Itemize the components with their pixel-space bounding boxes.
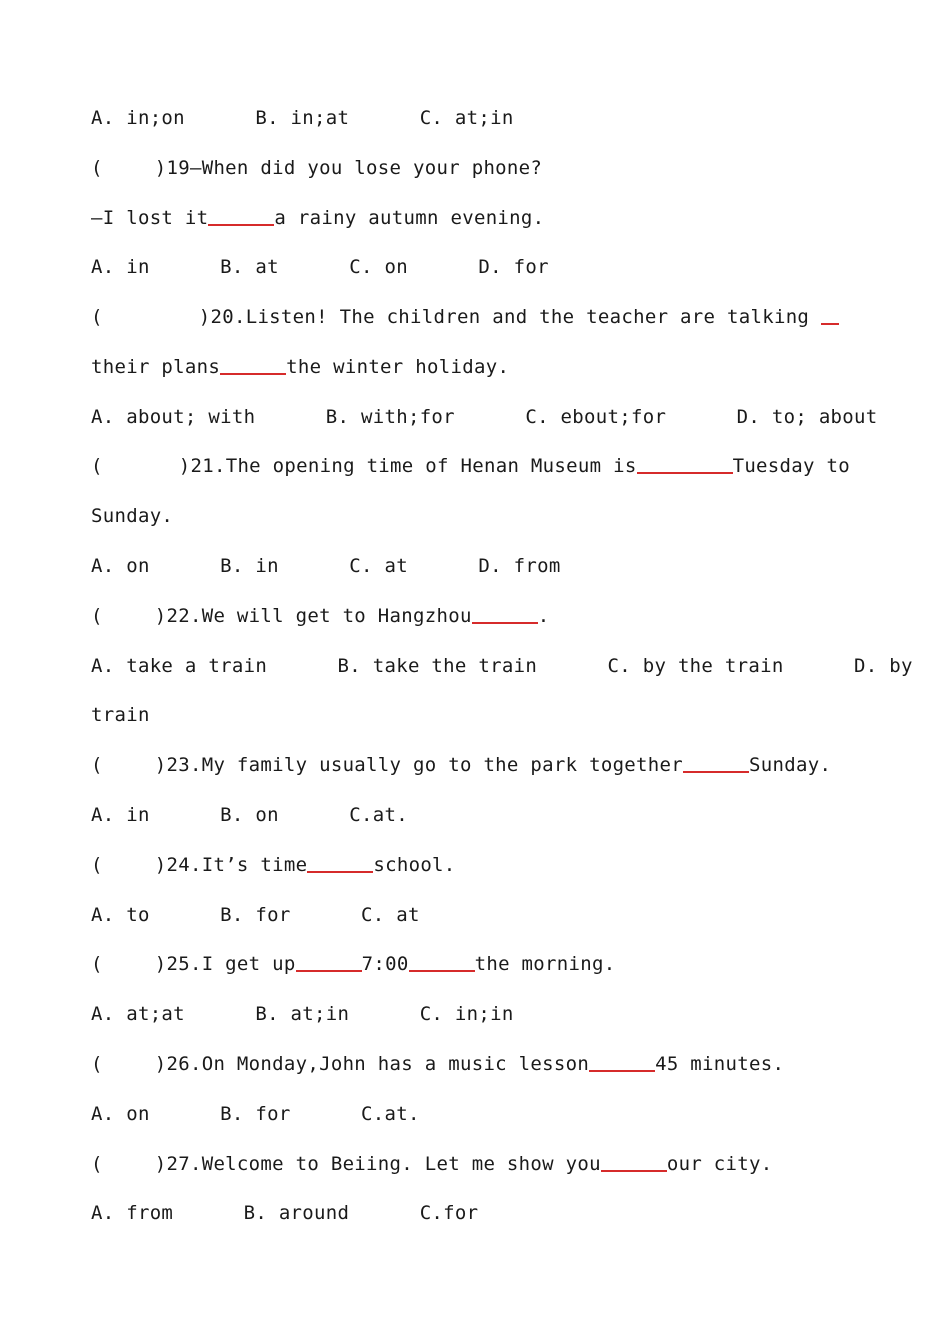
q23-question [91, 752, 861, 778]
fill-blank[interactable] [637, 471, 733, 474]
open-paren: ( [91, 1153, 103, 1175]
fill-blank[interactable] [220, 372, 286, 375]
question-text: )27.Welcome to Beiing. Let me show you [154, 1153, 601, 1175]
q27-question [91, 1151, 861, 1177]
options-text: A. about; with B. with;for C. ebout;for D. to; about [91, 406, 878, 428]
q23-options [91, 802, 861, 828]
fill-blank[interactable] [307, 870, 373, 873]
q19-question [91, 155, 861, 181]
question-text-after: school. [373, 854, 456, 876]
q20-question-cont [91, 354, 861, 380]
q26-options [91, 1101, 861, 1127]
question-text: )21.The opening time of Henan Museum is [178, 455, 637, 477]
question-text-mid: 7:00 [361, 953, 409, 975]
q26-question [91, 1051, 861, 1077]
q19-answer-line [91, 205, 861, 231]
q25-options [91, 1001, 861, 1027]
options-text: A. in B. on C.at. [91, 804, 408, 826]
fill-blank[interactable] [208, 223, 274, 226]
question-text-after: the morning. [474, 953, 616, 975]
q20-options [91, 404, 878, 430]
options-text: A. in;on B. in;at C. at;in [91, 107, 514, 129]
q24-question [91, 852, 861, 878]
options-text: A. take a train B. take the train C. by the train D. by [91, 655, 913, 677]
open-paren: ( [91, 953, 103, 975]
open-paren: ( [91, 754, 103, 776]
question-text: )20.Listen! The children and the teacher are talking [198, 306, 810, 328]
q21-options [91, 553, 861, 579]
question-text-before: their plans [91, 356, 221, 378]
question-text: )26.On Monday,John has a music lesson [154, 1053, 590, 1075]
fill-blank[interactable] [409, 969, 475, 972]
fill-blank[interactable] [683, 770, 749, 773]
answer-text-before: —I lost it [91, 207, 209, 229]
question-text: )24.It’s time [154, 854, 308, 876]
fill-blank[interactable] [821, 322, 839, 325]
open-paren: ( [91, 306, 103, 328]
q21-question-cont [91, 503, 861, 529]
options-text: A. to B. for C. at [91, 904, 420, 926]
fill-blank[interactable] [589, 1069, 655, 1072]
question-text-after: Sunday. [749, 754, 832, 776]
question-text: )25.I get up [154, 953, 296, 975]
q25-question [91, 951, 861, 977]
q20-question [91, 304, 861, 330]
answer-text-after: a rainy autumn evening. [274, 207, 545, 229]
open-paren: ( [91, 854, 103, 876]
question-text-after: Tuesday to [732, 455, 850, 477]
options-text: A. on B. for C.at. [91, 1103, 420, 1125]
open-paren: ( [91, 1053, 103, 1075]
question-text: )22.We will get to Hangzhou [154, 605, 472, 627]
q18-options [91, 105, 861, 131]
options-text: A. on B. in C. at D. from [91, 555, 561, 577]
question-text-after: the winter holiday. [286, 356, 510, 378]
question-text: )19—When did you lose your phone? [154, 157, 543, 179]
q22-options [91, 653, 913, 679]
q22-question [91, 603, 861, 629]
options-text: A. from B. around C.for [91, 1202, 479, 1224]
fill-blank[interactable] [472, 621, 538, 624]
options-text: A. in B. at C. on D. for [91, 256, 549, 278]
question-text-after: 45 minutes. [655, 1053, 785, 1075]
fill-blank[interactable] [601, 1169, 667, 1172]
q21-question [91, 453, 861, 479]
q22-options-cont [91, 702, 861, 728]
options-text: A. at;at B. at;in C. in;in [91, 1003, 514, 1025]
q24-options [91, 902, 861, 928]
fill-blank[interactable] [296, 969, 362, 972]
open-paren: ( [91, 455, 103, 477]
question-text-after: . [537, 605, 550, 627]
question-text-after: our city. [666, 1153, 773, 1175]
question-text: )23.My family usually go to the park together [154, 754, 684, 776]
question-text: Sunday. [91, 505, 174, 527]
open-paren: ( [91, 157, 103, 179]
open-paren: ( [91, 605, 103, 627]
q27-options [91, 1200, 861, 1226]
options-text: train [91, 704, 150, 726]
q19-options [91, 254, 861, 280]
